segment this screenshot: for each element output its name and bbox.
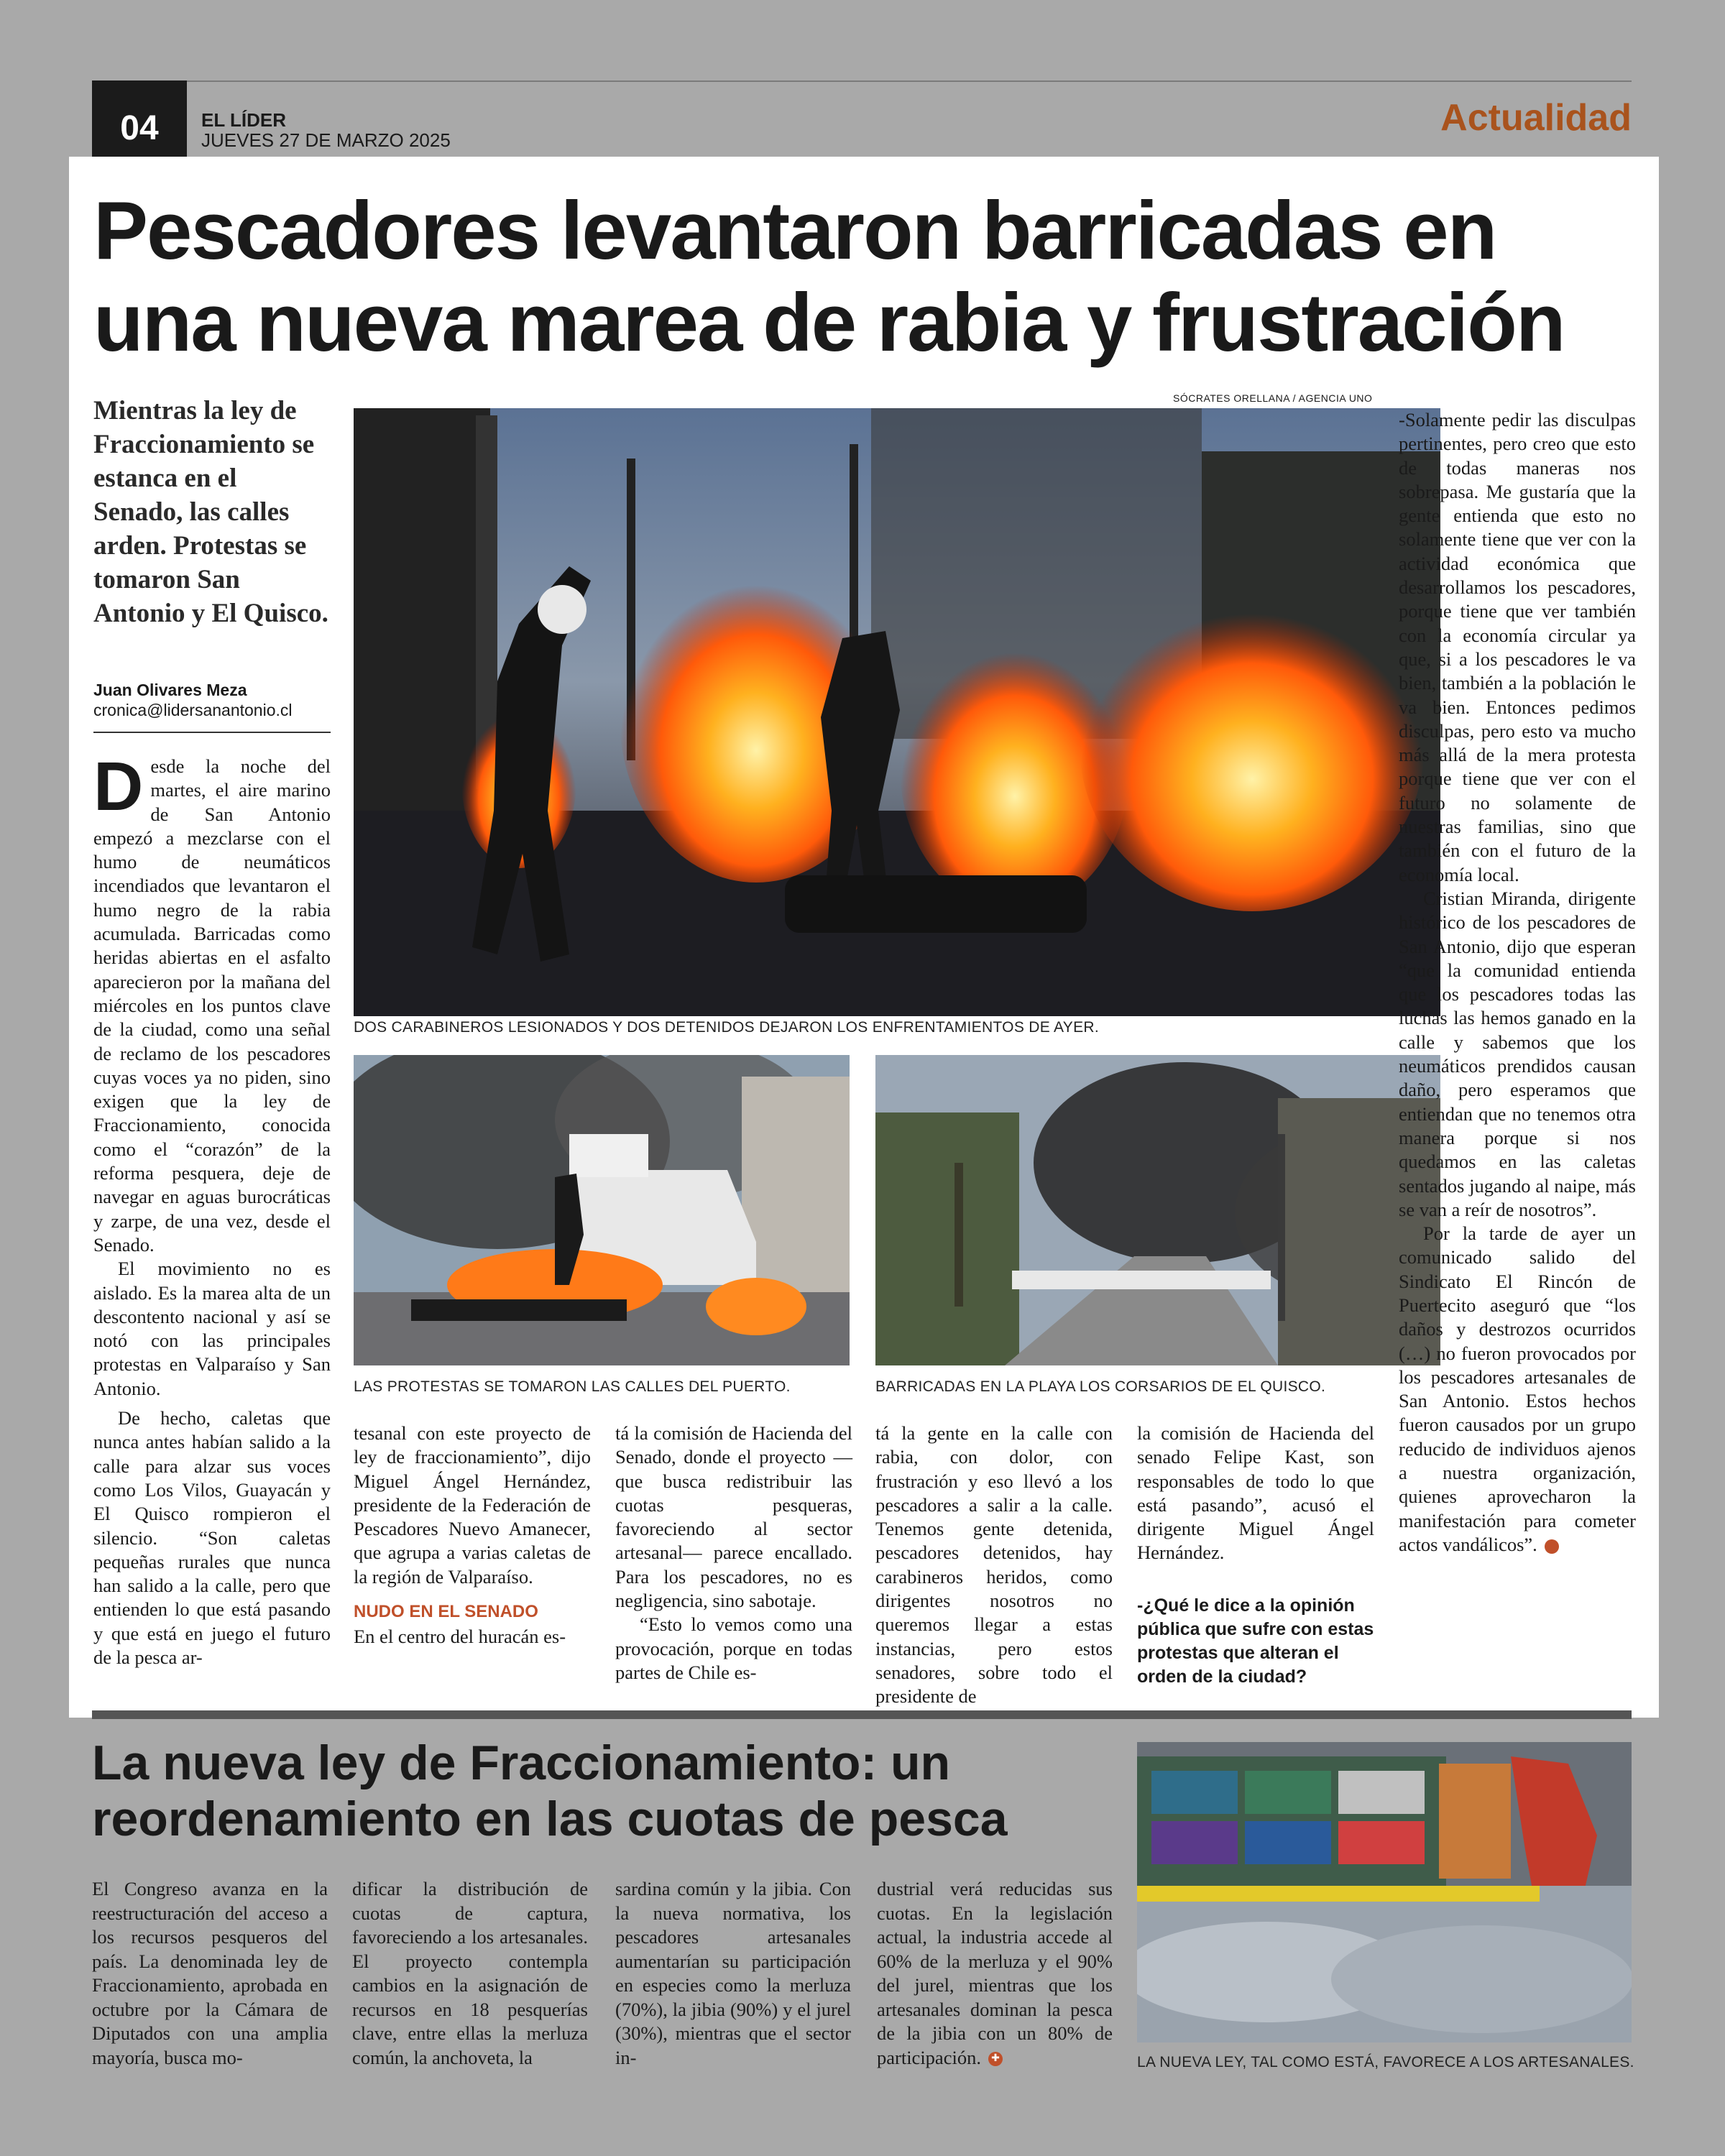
paragraph: la comisión de Hacienda del senado Felipe Kast, son responsables de todo lo que está pasando”, acusó el dirigente Miguel Ángel Hernández. <box>1137 1422 1374 1564</box>
photo-caption-left: LAS PROTESTAS SE TOMARON LAS CALLES DEL PUERTO. <box>354 1378 791 1395</box>
article-lede: Mientras la ley de Fraccionamiento se estanca en el Senado, las calles arden. Protestas se tomaron San Antonio y El Quisco. <box>93 396 328 628</box>
sidebar-photo-fish-market <box>1137 1742 1632 2042</box>
author-block <box>93 680 331 720</box>
paragraph: tá la gente en la calle con rabia, con dolor, con frustración y eso llevó a los pescadores a salir a la calle. Tenemos gente detenida, pescadores detenidos, hay carabineros heridos, como dirigentes nosotros no queremos llegar a estas instancias, pero estos senadores, sobre todo el presidente de <box>875 1422 1113 1708</box>
paper-name: EL LÍDER <box>201 109 286 131</box>
photo-caption-right: BARRICADAS EN LA PLAYA LOS CORSARIOS DE EL QUISCO. <box>875 1378 1326 1395</box>
photo-el-quisco-barricade <box>875 1055 1440 1365</box>
paragraph: tá la comisión de Hacienda del Senado, donde el proyecto —que busca redistribuir las cuotas pesqueras, favoreciendo al sector artesanal— parece encallado. Para los pescadores, no es negligencia, sino sabotaje. <box>615 1422 852 1612</box>
body-column-4 <box>875 1422 1113 1709</box>
port-protest-image <box>354 1055 850 1365</box>
photo-port-protest <box>354 1055 850 1365</box>
body-column-5 <box>1137 1422 1374 1689</box>
author-name: Juan Olivares Meza <box>93 681 247 699</box>
end-mark-icon: ✚ <box>1545 1539 1559 1554</box>
header-top-rule <box>92 80 1632 82</box>
sidebar-column-4: dustrial verá reducidas sus cuotas. En la legislación actual, la industria accede al 60% de la merluza y el 90% del jurel, mientras que los artesanales dominan la pesca de la jibia con un 80% de participación. ✚ <box>877 1878 1113 2068</box>
end-mark-icon: ✚ <box>988 2052 1003 2066</box>
interview-question: -¿Qué le dice a la opinión pública que sufre con estas protestas que alteran el orden de la ciudad? <box>1137 1595 1374 1687</box>
paper-date: JUEVES 27 DE MARZO 2025 <box>201 129 451 151</box>
drop-cap: D <box>93 748 144 825</box>
main-photo-caption: DOS CARABINEROS LESIONADOS Y DOS DETENIDOS DEJARON LOS ENFRENTAMIENTOS DE AYER. <box>354 1019 1099 1036</box>
sidebar-column-1: El Congreso avanza en la reestructuración del acceso a los recursos pesqueros del país. La denominada ley de Fraccionamiento, aprobada en octubre por la Cámara de Diputados con una amplia mayoría, busca mo- <box>92 1878 328 2068</box>
paragraph: De hecho, caletas que nunca antes habían salido a la calle para alzar sus voces como Los Vilos, Guayacán y El Quisco rompieron el silencio. “Son caletas pequeñas rurales que nunca han salido a la calle, pero que entienden lo que está pasando y que está en juego el futuro de la pesca ar- <box>93 1407 331 1668</box>
body-column-1 <box>93 748 331 1669</box>
author-email: cronica@lidersanantonio.cl <box>93 701 293 719</box>
main-photo-fire-barricade <box>354 408 1440 1016</box>
sidebar-column-3: sardina común y la jibia. Con la nueva normativa, los pescadores artesanales aumentarían su participación en especies como la merluza (70%), la jibia (90%) y el jurel (30%), mientras que el sector in- <box>615 1878 851 2068</box>
sidebar-column-2: dificar la distribución de cuotas de captura, favoreciendo a los artesanales. El proyecto contempla cambios en la asignación de recursos en 18 pesquerías clave, entre ellas la merluza común, la anchoveta, la <box>352 1878 588 2068</box>
fish-market-image <box>1137 1742 1632 2042</box>
subhead-nudo: NUDO EN EL SENADO <box>354 1602 538 1622</box>
photo-credit: SÓCRATES ORELLANA / AGENCIA UNO <box>1173 392 1373 404</box>
el-quisco-image <box>875 1055 1440 1365</box>
page-number: 04 <box>92 80 187 175</box>
body-column-2 <box>354 1422 591 1649</box>
paragraph: “Esto lo vemos como una provocación, porque en todas partes de Chile es- <box>615 1613 852 1683</box>
section-divider <box>92 1710 1632 1719</box>
section-label: Actualidad <box>1440 97 1632 139</box>
paragraph: Cristian Miranda, dirigente histórico de los pescadores de San Antonio, dijo que esperan “que la comunidad entienda que los pescadores todas las luchas las hemos ganado en la calle y sabemos que los neumáticos prendidos causan daño, pero esperamos que entiendan que no tenemos otra manera porque si nos quedamos en las caletas sentados jugando al naipe, más se van a reír de nosotros”. <box>1399 887 1636 1220</box>
sidebar-photo-caption: LA NUEVA LEY, TAL COMO ESTÁ, FAVORECE A LOS ARTESANALES. <box>1137 2054 1634 2070</box>
paragraph: En el centro del huracán es- <box>354 1626 566 1648</box>
paragraph: El movimiento no es aislado. Es la marea alta de un descontento nacional y así se notó con las principales protestas en Valparaíso y San Antonio. <box>93 1258 331 1399</box>
body-column-6 <box>1399 408 1636 1557</box>
paragraph: -Solamente pedir las disculpas pertinentes, pero creo que esto de todas maneras nos sobrepasa. Me gustaría que la gente entienda que esto no solamente tiene que ver con la actividad económica que desarrollamos los pescadores, porque tiene que ver también con la economía circular ya que, si a los pescadores le va bien, también a la población le va bien. Entonces pedimos disculpas, pero esto va mucho más allá de la mera protesta porque tiene que ver con el futuro no solamente de nuestras familias, sino que también con el futuro de la economía local. <box>1399 409 1636 885</box>
sidebar-headline: La nueva ley de Fraccionamiento: un reordenamiento en las cuotas de pesca <box>92 1736 1008 1846</box>
body-column-3 <box>615 1422 852 1685</box>
paragraph: Desde la noche del martes, el aire marino de San Antonio empezó a mezclarse con el humo de neumáticos incendiados que levantaron el humo negro de la rabia acumulada. Barricadas como heridas abiertas en el asfalto aparecieron por la mañana del miércoles en los puntos clave de la ciudad, como una señal de reclamo de los pescadores cuyas voces ya no piden, sino exigen que la ley de Fraccionamiento, conocida como el “corazón” de la reforma pesquera, deje de navegar en aguas burocráticas y zarpe, de una vez, desde el Senado. <box>93 748 331 1256</box>
author-rule <box>93 732 331 733</box>
paragraph: Por la tarde de ayer un comunicado salido del Sindicato El Rincón de Puertecito aseguró que “los daños y destrozos ocurridos (…) no fueron provocados por los pescadores artesanales de San Antonio. Estos hechos fueron causados por un grupo reducido de individuos ajenos a nuestra organización, quienes aprovecharon la manifestación para cometer actos vandálicos”. ✚ <box>1399 1222 1636 1555</box>
article-page <box>69 157 1659 1718</box>
main-photo-image <box>354 408 1440 1016</box>
paragraph: tesanal con este proyecto de ley de fraccionamiento”, dijo Miguel Ángel Hernández, presidente de la Federación de Pescadores Nuevo Amanecer, que agrupa a varias caletas de la región de Valparaíso. <box>354 1422 591 1588</box>
article-headline: Pescadores levantaron barricadas en una nueva marea de rabia y frustración <box>93 185 1565 369</box>
